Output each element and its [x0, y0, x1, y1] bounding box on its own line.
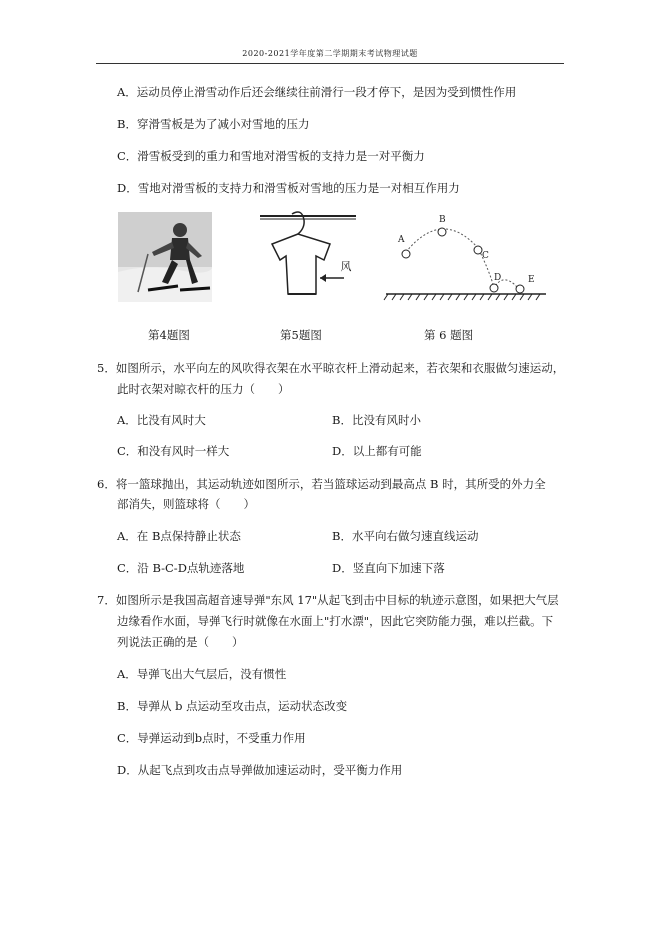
q6-option-c: C．沿 B-C-D点轨迹落地: [117, 561, 245, 575]
q7-option-a: A．导弹飞出大气层后，没有惯性: [117, 667, 287, 681]
q4-option-a: A．运动员停止滑雪动作后还会继续往前滑行一段才停下，是因为受到惯性作用: [117, 85, 517, 99]
figure-5-hanger-shirt: [258, 210, 358, 302]
page-header: 2020-2021学年度第二学期期末考试物理试题: [242, 49, 418, 58]
q6-stem-line2: 部消失，则篮球将（ ）: [117, 497, 255, 511]
q6-option-b: B．水平向右做匀速直线运动: [332, 529, 479, 543]
q5-option-c: C．和没有风时一样大: [117, 444, 230, 458]
fig6-point-b: B: [439, 215, 446, 225]
header-rule: [96, 63, 564, 64]
q7-option-c: C．导弹运动到b点时，不受重力作用: [117, 731, 306, 745]
q5-stem-line1: 5．如图所示，水平向左的风吹得衣架在水平晾衣杆上滑动起来，若衣架和衣服做匀速运动，: [97, 361, 565, 375]
q4-option-c: C．滑雪板受到的重力和雪地对滑雪板的支持力是一对平衡力: [117, 149, 425, 163]
q4-option-b: B．穿滑雪板是为了减小对雪地的压力: [117, 117, 310, 131]
q7-stem-line1: 7．如图所示是我国高超音速导弹"东风 17"从起飞到击中目标的轨迹示意图，如果把大气层: [97, 593, 559, 607]
q6-option-a: A．在 B点保持静止状态: [117, 529, 241, 543]
q6-option-d: D．竖直向下加速下落: [332, 561, 445, 575]
q5-stem-line2: 此时衣架对晾衣杆的压力（ ）: [117, 382, 290, 396]
q6-stem-line1: 6．将一篮球抛出，其运动轨迹如图所示，若当篮球运动到最高点 B 时，其所受的外力全: [97, 477, 546, 491]
q7-option-b: B．导弹从 b 点运动至攻击点，运动状态改变: [117, 699, 348, 713]
q4-option-d: D．雪地对滑雪板的支持力和滑雪板对雪地的压力是一对相互作用力: [117, 181, 460, 195]
figure-6-ball-trajectory: [382, 210, 550, 302]
caption-fig5: 第5题图: [280, 328, 322, 342]
q7-stem-line3: 列说法正确的是（ ）: [117, 635, 244, 649]
q5-option-a: A．比没有风时大: [117, 413, 206, 427]
q5-option-d: D．以上都有可能: [332, 444, 422, 458]
fig6-point-d: D: [494, 273, 502, 283]
q7-stem-line2: 边缘看作水面，导弹飞行时就像在水面上"打水漂"，因此它突防能力强，难以拦截。下: [117, 614, 554, 628]
caption-fig6: 第 6 题图: [424, 328, 474, 342]
fig6-point-e: E: [528, 275, 535, 285]
caption-fig4: 第4题图: [148, 328, 190, 342]
q7-option-d: D．从起飞点到攻击点导弹做加速运动时，受平衡力作用: [117, 763, 403, 777]
q5-option-b: B．比没有风时小: [332, 413, 421, 427]
fig6-point-a: A: [398, 235, 405, 245]
fig5-wind-label: 风: [340, 260, 352, 273]
fig6-point-c: C: [482, 251, 489, 261]
figure-4-skier-photo: [118, 212, 212, 302]
